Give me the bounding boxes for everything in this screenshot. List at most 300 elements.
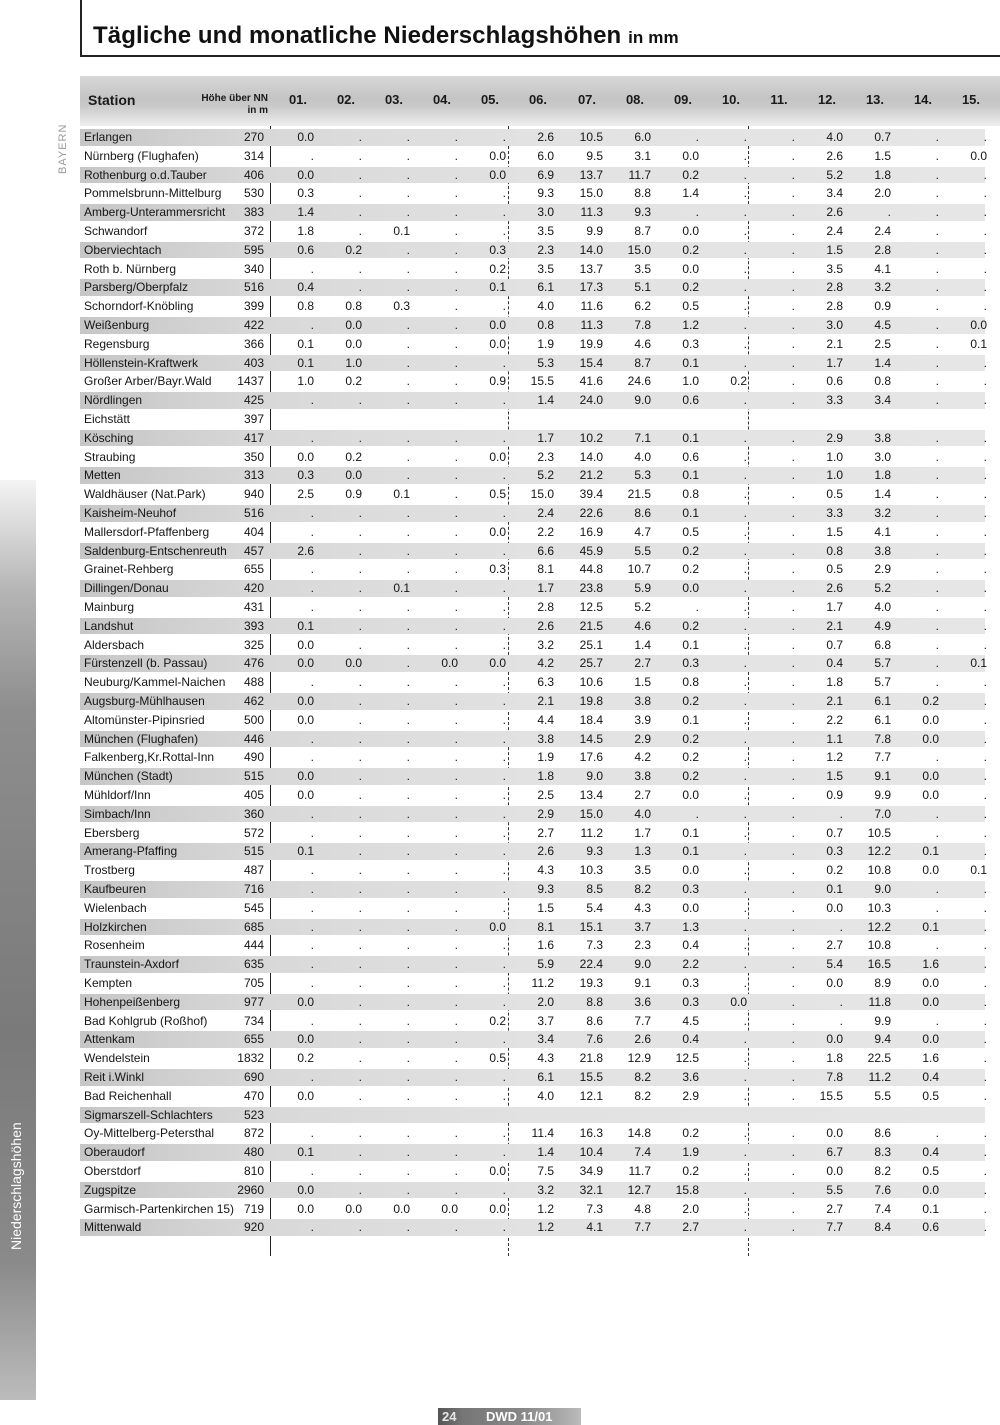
precip-value-day-8: 8.6 [634,506,651,520]
station-height: 431 [243,600,264,614]
precip-value-day-14: . [935,1126,939,1141]
station-height: 397 [243,412,264,426]
precip-value-day-10: . [743,1013,747,1028]
precip-value-day-7: 21.8 [579,1051,603,1066]
precip-value-day-11: . [791,581,795,596]
precip-value-day-12: . [839,1013,843,1028]
precip-value-day-1: . [310,1126,314,1141]
table-row [80,805,1000,824]
precip-value-day-1: 0.0 [297,1088,314,1103]
precip-value-day-11: . [791,788,795,802]
precip-value-day-5: . [502,1088,506,1103]
precip-value-day-7: 22.6 [579,506,603,520]
station-name: Mühldorf/Inn [84,788,151,802]
precip-value-day-4: . [454,543,458,558]
precip-value-day-10: . [743,675,747,690]
precip-value-day-8: 4.0 [634,449,651,464]
precip-value-day-7: 24.0 [579,393,603,408]
precip-value-day-2: . [358,882,362,896]
precip-value-day-7: 10.6 [579,675,603,690]
precip-value-day-9: . [695,806,699,821]
precip-value-day-11: . [791,393,795,408]
precip-value-day-1: . [310,750,314,765]
precip-value-day-14: . [935,242,939,257]
precip-value-day-6: 1.4 [537,1145,554,1160]
table-row [80,899,1000,918]
precip-value-day-2: . [358,543,362,558]
precip-value-day-10: . [743,487,747,502]
precip-value-day-9: 12.5 [675,1051,699,1066]
precip-value-day-1: 0.1 [297,336,314,351]
precip-value-day-9: 0.0 [682,148,699,163]
precip-value-day-1: 0.0 [297,656,314,671]
precip-value-day-5: . [502,900,506,915]
precip-value-day-9: 4.5 [682,1013,699,1028]
precip-value-day-12: 1.0 [826,449,843,464]
table-row [80,955,1000,974]
precip-value-day-6: 9.3 [537,186,554,201]
precip-value-day-11: . [791,712,795,727]
precip-value-day-14: 0.5 [922,1088,939,1103]
station-height: 523 [243,1107,264,1122]
precip-value-day-14: 0.6 [922,1220,939,1235]
precip-value-day-13: 5.7 [874,656,891,671]
precip-value-day-13: 2.8 [874,242,891,257]
table-row [80,1030,1000,1049]
precip-value-day-5: 0.0 [489,919,506,934]
precip-value-day-1: 1.4 [297,205,314,220]
precip-value-day-12: 1.0 [826,468,843,483]
precip-value-day-12: 1.8 [826,675,843,690]
precip-value-day-2: . [358,524,362,539]
station-name: München (Flughafen) [84,731,199,746]
precip-value-day-7: 25.7 [579,656,603,671]
precip-value-day-10: . [743,280,747,295]
precip-value-day-14: . [935,618,939,633]
precip-value-day-8: 9.0 [634,393,651,408]
precip-value-day-14: . [935,882,939,896]
header-station: Station [88,92,136,108]
precip-value-day-5: . [502,731,506,746]
precip-value-day-8: 7.1 [634,430,651,445]
precip-value-day-6: 3.2 [537,1182,554,1197]
precip-value-day-11: . [791,1164,795,1178]
precip-value-day-7: 32.1 [579,1182,603,1197]
precip-value-day-12: 0.6 [826,374,843,389]
precip-value-day-10: . [743,919,747,934]
precip-value-day-8: 12.7 [627,1182,651,1197]
station-height: 480 [243,1145,264,1160]
precip-value-day-9: 0.1 [682,825,699,840]
precip-value-day-1: 0.0 [297,1182,314,1197]
precip-value-day-7: 9.5 [586,148,603,163]
precip-value-day-15: . [983,506,987,520]
precip-value-day-13: 7.7 [874,750,891,765]
table-row [80,560,1000,579]
precip-value-day-15: . [983,675,987,690]
precip-value-day-7: 11.2 [580,825,603,840]
precip-value-day-6: 6.6 [537,543,554,558]
precip-value-day-6: 15.5 [530,374,554,389]
section-strip [0,480,36,1400]
precip-value-day-11: . [791,882,795,896]
precip-value-day-14: . [935,468,939,483]
precip-value-day-11: . [791,430,795,445]
precip-value-day-8: 9.1 [634,976,651,990]
precip-value-day-7: 17.3 [579,280,603,295]
precip-value-day-1: 1.8 [297,224,314,238]
precip-value-day-12: 0.3 [826,844,843,859]
precip-value-day-11: . [791,487,795,502]
precip-value-day-12: 2.1 [826,694,843,708]
precip-value-day-4: . [454,976,458,990]
precip-value-day-11: . [791,242,795,257]
precip-value-day-14: . [935,524,939,539]
table-row [80,241,1000,260]
station-height: 530 [243,186,264,201]
station-name: Trostberg [84,863,135,878]
precip-value-day-1: 0.3 [297,468,314,483]
precip-value-day-1: 0.0 [297,637,314,652]
page-footer [438,1408,581,1425]
precip-value-day-12: 2.6 [826,205,843,220]
precip-value-day-12: 0.0 [826,1164,843,1178]
precip-value-day-6: 6.3 [537,675,554,690]
precip-value-day-14: . [935,130,939,144]
station-height: 500 [243,712,264,727]
precip-value-day-12: 5.4 [826,957,843,972]
header-day-5: 05. [480,92,500,107]
precip-value-day-8: 1.3 [634,844,651,859]
precip-value-day-5: 0.0 [489,1164,506,1178]
precip-value-day-4: . [454,863,458,878]
station-height: 872 [243,1126,264,1141]
precip-value-day-5: . [502,675,506,690]
station-height: 515 [243,769,264,784]
precip-value-day-11: . [791,976,795,990]
page-title: Tägliche und monatliche Niederschlagshöhen in mm [93,22,679,49]
precip-value-day-3: . [406,1220,410,1235]
precip-value-day-6: 2.6 [537,844,554,859]
precip-value-day-12: . [839,806,843,821]
precip-value-day-11: . [791,449,795,464]
precip-value-day-15: . [983,393,987,408]
table-row [80,767,1000,786]
precip-value-day-6: 8.1 [537,919,554,934]
precip-value-day-14: . [935,656,939,671]
precip-value-day-2: . [358,1126,362,1141]
precip-value-day-2: . [358,844,362,859]
precip-value-day-15: 0.1 [970,336,987,351]
precip-value-day-12: 2.7 [826,1201,843,1216]
table-row [80,429,1000,448]
precip-value-day-12: 1.5 [826,524,843,539]
precip-value-day-15: . [983,731,987,746]
precip-value-day-5: . [502,1145,506,1160]
precip-value-day-13: 12.2 [867,919,891,934]
precip-value-day-2: . [358,618,362,633]
precip-value-day-8: 8.8 [634,186,651,201]
precip-value-day-10: . [743,261,747,276]
precip-value-day-3: . [406,280,410,295]
station-name: Mallersdorf-Pfaffenberg [84,524,210,539]
precip-value-day-15: . [983,844,987,859]
station-height: 635 [243,957,264,972]
precip-value-day-3: . [406,788,410,802]
precip-value-day-7: 8.5 [586,882,603,896]
precip-value-day-14: . [935,148,939,163]
station-name: Weißenburg [84,318,150,332]
precip-value-day-4: . [454,224,458,238]
precip-value-day-5: . [502,769,506,784]
station-name: Kempten [84,976,133,990]
precip-value-day-14: 0.1 [922,1201,939,1216]
precip-value-day-1: . [310,581,314,596]
precip-value-day-4: . [454,618,458,633]
precip-value-day-3: . [406,731,410,746]
precip-value-day-7: 12.5 [579,600,603,614]
precip-value-day-10: . [743,900,747,915]
precip-value-day-13: 3.0 [874,449,891,464]
precip-value-day-15: . [983,374,987,389]
precip-value-day-13: 1.8 [874,468,891,483]
precip-value-day-10: . [743,393,747,408]
precip-value-day-5: . [502,355,506,370]
table-row [80,278,1000,297]
precip-value-day-5: . [502,430,506,445]
precip-value-day-5: . [502,806,506,821]
precip-value-day-9: . [695,205,699,220]
precip-value-day-8: 4.8 [634,1201,651,1216]
precip-value-day-6: 1.6 [537,938,554,953]
precip-value-day-14: . [935,186,939,201]
precip-value-day-10: . [743,957,747,972]
precip-value-day-6: 1.9 [537,750,554,765]
precip-value-day-13: 6.1 [874,712,891,727]
precip-value-day-11: . [791,825,795,840]
precip-value-day-10: . [743,731,747,746]
precip-value-day-7: 11.6 [580,299,603,314]
precip-value-day-10: . [743,1126,747,1141]
precip-value-day-6: 2.3 [537,242,554,257]
precip-value-day-9: 0.1 [682,637,699,652]
precip-value-day-8: 7.4 [634,1145,651,1160]
precip-value-day-13: 10.8 [867,938,891,953]
precip-value-day-14: 0.4 [922,1145,939,1160]
precip-value-day-5: . [502,825,506,840]
precip-value-day-7: 4.1 [586,1220,603,1235]
station-name: Fürstenzell (b. Passau) [84,656,208,671]
precip-value-day-5: 0.5 [489,1051,506,1066]
table-row [80,617,1000,636]
precip-value-day-2: 0.9 [345,487,362,502]
table-row [80,673,1000,692]
precip-value-day-14: . [935,675,939,690]
station-height: 457 [243,543,264,558]
precip-value-day-3: . [406,336,410,351]
precip-value-day-13: 8.4 [874,1220,891,1235]
precip-value-day-2: . [358,957,362,972]
precip-value-day-9: 0.3 [682,656,699,671]
precip-value-day-2: 0.2 [345,449,362,464]
precip-value-day-10: . [743,1220,747,1235]
precip-value-day-9: 0.4 [682,938,699,953]
precip-value-day-3: 0.1 [393,224,410,238]
precip-value-day-10: . [743,242,747,257]
precip-value-day-11: . [791,1070,795,1084]
precip-value-day-4: . [454,318,458,332]
precip-value-day-3: . [406,712,410,727]
table-row [80,993,1000,1012]
station-name: Amerang-Pfaffing [84,844,178,859]
station-name: Amberg-Unterammersricht [84,205,226,220]
station-height: 446 [243,731,264,746]
station-name: Großer Arber/Bayr.Wald [84,374,212,389]
precip-value-day-9: 0.0 [682,224,699,238]
table-row [80,974,1000,993]
precip-value-day-6: 5.2 [537,468,554,483]
precip-value-day-8: 2.7 [634,656,651,671]
precip-value-day-11: . [791,769,795,784]
precip-value-day-4: . [454,844,458,859]
precip-value-day-15: . [983,618,987,633]
precip-value-day-4: . [454,242,458,257]
precip-value-day-8: 9.0 [634,957,651,972]
precip-value-day-12: 1.5 [826,769,843,784]
precip-value-day-11: . [791,524,795,539]
precip-value-day-13: 2.4 [874,224,891,238]
precip-value-day-8: 21.5 [627,487,651,502]
precip-value-day-2: . [358,1088,362,1103]
precip-value-day-1: . [310,731,314,746]
precip-value-day-15: . [983,994,987,1009]
precip-value-day-13: 12.2 [867,844,891,859]
precip-value-day-11: . [791,261,795,276]
table-row [80,842,1000,861]
station-name: Eichstätt [84,412,131,426]
precip-value-day-3: . [406,130,410,144]
station-height: 719 [243,1201,264,1216]
precip-value-day-10: . [743,449,747,464]
precip-value-day-11: . [791,600,795,614]
station-name: Metten [84,468,121,483]
precip-value-day-1: . [310,1013,314,1028]
header-day-11: 11. [770,92,788,107]
precip-value-day-4: . [454,167,458,182]
precip-value-day-4: . [454,581,458,596]
precip-value-day-6: 6.1 [537,280,554,295]
precip-value-day-1: . [310,1070,314,1084]
precip-value-day-15: . [983,1070,987,1084]
precip-value-day-14: 0.0 [922,712,939,727]
precip-value-day-6: 2.4 [537,506,554,520]
precip-value-day-8: 3.8 [634,694,651,708]
precip-value-day-9: 15.8 [675,1182,699,1197]
precip-value-day-4: . [454,731,458,746]
precip-value-day-4: . [454,524,458,539]
precip-value-day-3: . [406,393,410,408]
precip-value-day-7: 8.8 [586,994,603,1009]
precip-value-day-4: . [454,994,458,1009]
header-height [190,93,268,117]
station-name: Höllenstein-Kraftwerk [84,355,199,370]
precip-value-day-6: 6.1 [537,1070,554,1084]
precip-value-day-11: . [791,900,795,915]
precip-value-day-1: . [310,882,314,896]
precip-value-day-6: 1.5 [537,900,554,915]
precip-value-day-10: . [743,543,747,558]
precip-value-day-2: 0.0 [345,656,362,671]
precip-value-day-9: 0.1 [682,468,699,483]
precip-value-day-4: . [454,788,458,802]
precip-value-day-2: . [358,900,362,915]
precip-value-day-8: 12.9 [627,1051,651,1066]
table-row [80,1218,1000,1237]
precip-value-day-3: 0.0 [393,1201,410,1216]
station-name: Holzkirchen [84,919,147,934]
precip-value-day-1: 2.6 [297,543,314,558]
precip-value-day-9: 0.4 [682,1032,699,1047]
precip-value-day-4: . [454,675,458,690]
precip-value-day-13: 7.8 [874,731,891,746]
precip-value-day-13: 3.2 [874,280,891,295]
precip-value-day-12: 2.1 [826,336,843,351]
station-height: 516 [243,506,264,520]
precip-value-day-4: . [454,600,458,614]
precip-value-day-4: . [454,562,458,577]
header-day-12: 12. [817,92,837,107]
station-height: 476 [243,656,264,671]
table-row [80,297,1000,316]
precip-value-day-12: 0.0 [826,1126,843,1141]
precip-value-day-6: 4.0 [537,299,554,314]
precip-value-day-13: 11.2 [868,1070,891,1084]
station-height: 270 [243,130,264,144]
precip-value-day-6: 4.3 [537,863,554,878]
precip-value-day-6: 2.7 [537,825,554,840]
precip-value-day-12: 0.0 [826,1032,843,1047]
precip-value-day-9: 0.6 [682,393,699,408]
precip-value-day-10: . [743,825,747,840]
precip-value-day-4: . [454,1126,458,1141]
table-row [80,1124,1000,1143]
precip-value-day-11: . [791,318,795,332]
precip-value-day-2: . [358,675,362,690]
station-height: 716 [243,882,264,896]
precip-value-day-15: . [983,562,987,577]
precip-value-day-8: 8.2 [634,1088,651,1103]
precip-value-day-4: . [454,825,458,840]
station-height: 403 [243,355,264,370]
precip-value-day-9: 1.2 [682,318,699,332]
precip-value-day-11: . [791,1220,795,1235]
precip-value-day-11: . [791,355,795,370]
precip-value-day-14: 0.1 [922,919,939,934]
precip-value-day-13: 9.4 [874,1032,891,1047]
station-height: 417 [243,430,264,445]
precip-value-day-10: . [743,882,747,896]
station-height: 655 [243,1032,264,1047]
precip-value-day-3: . [406,506,410,520]
precip-value-day-15: . [983,430,987,445]
precip-value-day-3: . [406,825,410,840]
precip-value-day-8: 8.2 [634,882,651,896]
precip-value-day-4: . [454,261,458,276]
precip-value-day-2: . [358,186,362,201]
station-name: Schorndorf-Knöbling [84,299,194,314]
station-name: Roth b. Nürnberg [84,261,177,276]
precip-value-day-3: . [406,1088,410,1103]
